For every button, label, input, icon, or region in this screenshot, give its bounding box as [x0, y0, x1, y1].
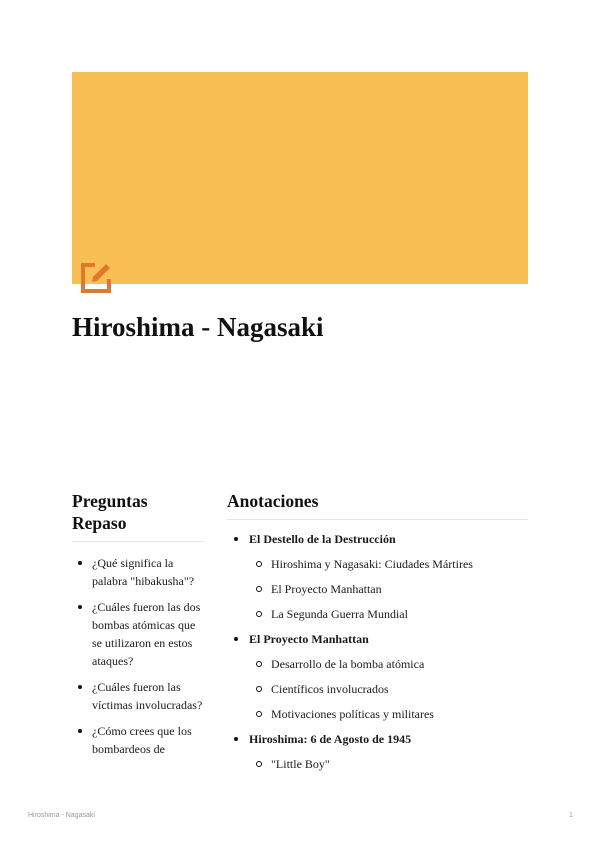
list-item: ¿Cómo crees que los bombardeos de	[72, 722, 204, 758]
note-heading: Hiroshima: 6 de Agosto de 1945	[249, 732, 412, 746]
list-item: ¿Qué significa la palabra "hibakusha"?	[72, 554, 204, 590]
sub-list-item: Hiroshima y Nagasaki: Ciudades Mártires	[249, 557, 528, 571]
review-questions-section	[72, 490, 204, 766]
sub-list	[249, 657, 528, 721]
footer-title: Hiroshima - Nagasaki	[28, 812, 95, 819]
sub-list-item: "Little Boy"	[249, 757, 528, 771]
cover-banner	[72, 72, 528, 284]
sub-list	[249, 757, 528, 771]
notes-list	[227, 532, 528, 771]
section-divider	[227, 519, 528, 520]
page-title: Hiroshima - Nagasaki	[72, 312, 324, 342]
review-questions-title: Preguntas Repaso	[72, 491, 148, 533]
sub-list-item: Desarrollo de la bomba atómica	[249, 657, 528, 671]
section-divider	[72, 541, 204, 542]
questions-list	[72, 554, 204, 758]
list-item: ¿Cuáles fueron las dos bombas atómicas que se utilizaron en estos ataques?	[72, 598, 204, 670]
list-item	[227, 632, 528, 721]
sub-list	[249, 557, 528, 621]
notes-section	[227, 490, 528, 782]
sub-list-item: Motivaciones políticas y militares	[249, 707, 528, 721]
note-heading: El Proyecto Manhattan	[249, 632, 369, 646]
notes-title: Anotaciones	[227, 491, 319, 511]
sub-list-item: La Segunda Guerra Mundial	[249, 607, 528, 621]
list-item	[227, 732, 528, 771]
list-item: ¿Cuáles fueron las víctimas involucradas?	[72, 678, 204, 714]
edit-icon	[78, 260, 114, 296]
list-item	[227, 532, 528, 621]
note-heading: El Destello de la Destrucción	[249, 532, 396, 546]
sub-list-item: El Proyecto Manhattan	[249, 582, 528, 596]
sub-list-item: Científicos involucrados	[249, 682, 528, 696]
page-number: 1	[569, 812, 573, 819]
